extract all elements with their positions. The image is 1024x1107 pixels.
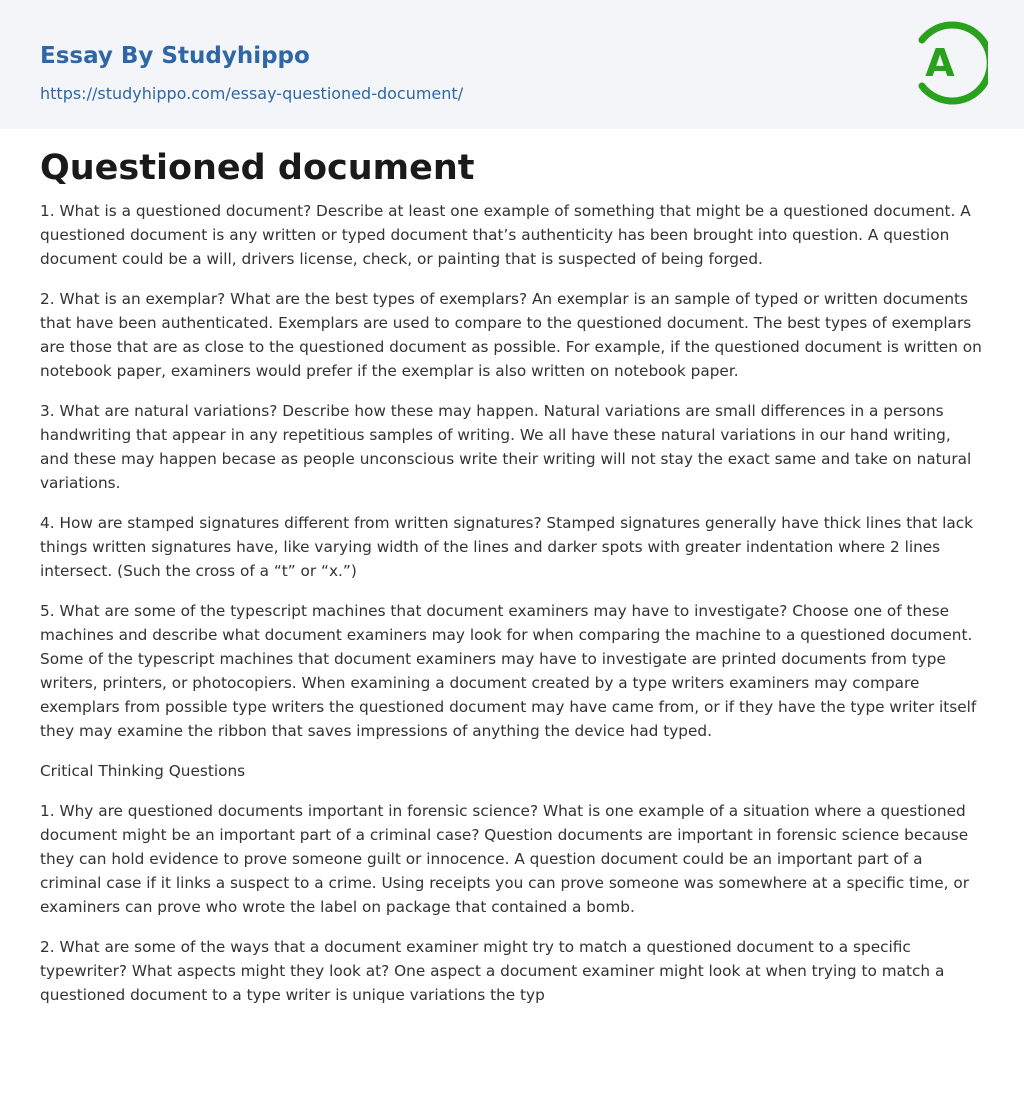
- site-brand[interactable]: Essay By Studyhippo: [40, 43, 310, 69]
- site-header: [0, 0, 1024, 129]
- paragraph-q3: 3. What are natural variations? Describe how these may happen. Natural variations are small differences in a persons handwriting that appear in any repetitious samples of writing. We all have these natural variations in our hand writing, and these may happen becase as people unconscious write their writing will not stay the exact same and take on natural variations.: [40, 402, 972, 492]
- paragraph-q1: 1. What is a questioned document? Describe at least one example of something that might be a questioned document. A questioned document is any written or typed document that’s authenticity has been brought into question. A question document could be a will, drivers license, check, or painting that is suspected of being forged.: [40, 202, 971, 268]
- studyhippo-logo-icon[interactable]: [912, 18, 988, 108]
- essay-url-link[interactable]: https://studyhippo.com/essay-questioned-document/: [40, 84, 464, 103]
- svg-text:A: A: [925, 41, 955, 85]
- paragraph-q4: 4. How are stamped signatures different from written signatures? Stamped signatures generally have thick lines that lack things written signatures have, like varying width of the lines and darker spots with greater indentation where 2 lines intersect. (Such the cross of a “t” or “x.”): [40, 514, 974, 580]
- paragraph-ct1: 1. Why are questioned documents important in forensic science? What is one example of a situation where a questioned document might be an important part of a criminal case? Question documents are important in forensic science because they can hold evidence to prove someone guilt or innocence. A question document could be an important part of a criminal case if it links a suspect to a crime. Using receipts you can prove someone was somewhere at a specific time, or examiners can prove who wrote the label on package that contained a bomb.: [40, 802, 970, 916]
- paragraph-q5: 5. What are some of the typescript machines that document examiners may have to investigate? Choose one of these machines and describe what document examiners may look for when comparing the machine to a questioned document. Some of the typescript machines that document examiners may have to investigate are printed documents from type writers, printers, or photocopiers. When examining a document created by a type writers examiners may compare exemplars from possible type writers the questioned document may have came from, or if they have the type writer itself they may examine the ribbon that saves impressions of anything the device had typed.: [40, 602, 977, 740]
- page-title: Questioned document: [40, 148, 475, 188]
- article-body: [40, 143, 984, 1023]
- paragraph-q2: 2. What is an exemplar? What are the best types of exemplars? An exemplar is an sample of typed or written documents that have been authenticated. Exemplars are used to compare to the questioned document. The best types of exemplars are those that are as close to the questioned document as possible. For example, if the questioned document is written on notebook paper, examiners would prefer if the exemplar is also written on notebook paper.: [40, 290, 982, 380]
- paragraph-ct2: 2. What are some of the ways that a document examiner might try to match a questioned document to a specific typewriter? What aspects might they look at? One aspect a document examiner might look at when trying to match a questioned document to a type writer is unique variations the typ: [40, 938, 945, 1004]
- section-heading-critical-thinking: Critical Thinking Questions: [40, 762, 246, 780]
